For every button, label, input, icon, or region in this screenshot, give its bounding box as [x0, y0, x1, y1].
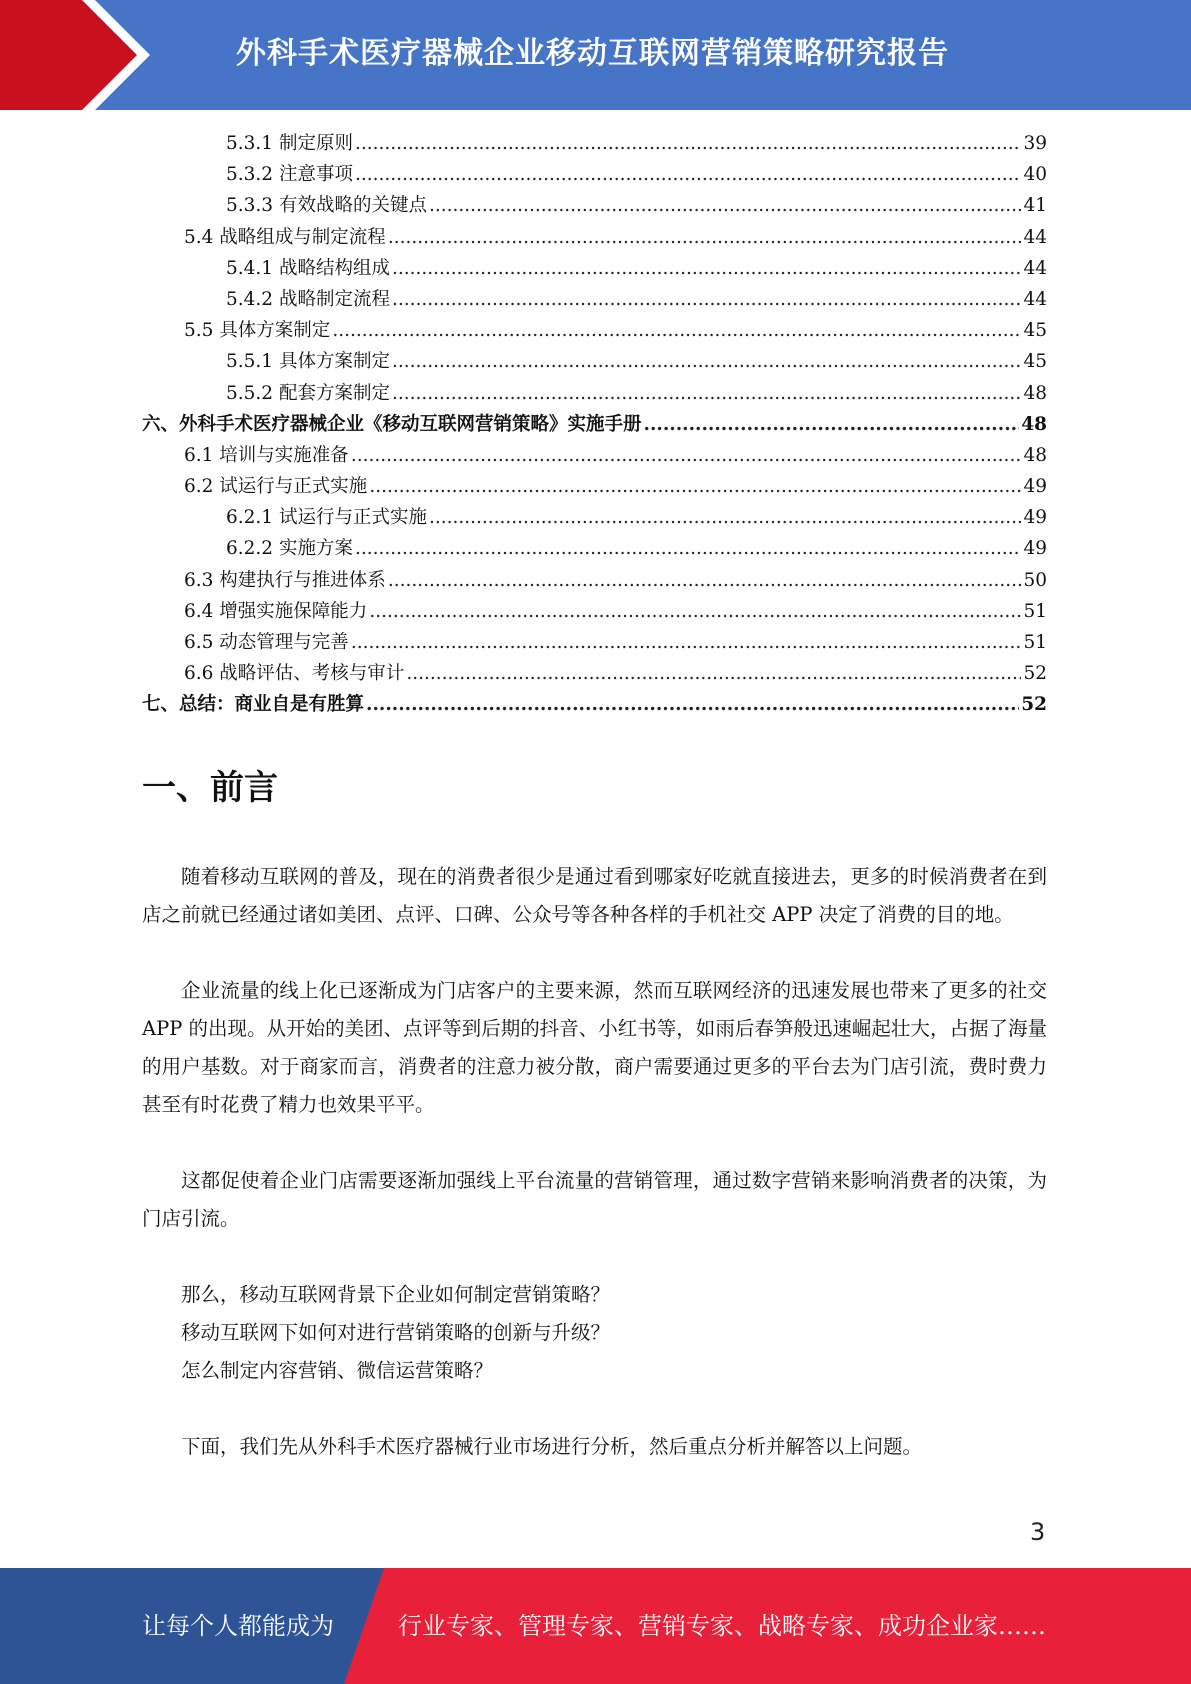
toc-entry[interactable] — [142, 409, 1047, 440]
toc-entry-page: 40 — [1023, 164, 1047, 186]
toc-entry-label: 6.5 动态管理与完善 — [184, 627, 351, 658]
toc-entry-page: 52 — [1023, 663, 1047, 685]
toc-dot-leader — [369, 471, 1021, 502]
paragraph: 随着移动互联网的普及，现在的消费者很少是通过看到哪家好吃就直接进去，更多的时候消费者在到店之前就已经通过诸如美团、点评、口碑、公众号等各种各样的手机社交 APP 决定了消费的目的地。 — [142, 865, 1047, 926]
toc-entry-label: 七、总结：商业自是有胜算 — [142, 689, 366, 720]
toc-entry[interactable] — [142, 596, 1047, 627]
toc-entry-page: 51 — [1023, 632, 1047, 653]
toc-entry[interactable] — [142, 190, 1047, 221]
toc-entry-label: 6.4 增强实施保障能力 — [184, 596, 369, 627]
toc-dot-leader — [644, 409, 1020, 440]
toc-entry-page: 49 — [1023, 476, 1047, 498]
toc-entry[interactable] — [142, 222, 1047, 253]
toc-entry[interactable] — [142, 159, 1047, 190]
paragraph: 这都促使着企业门店需要逐渐加强线上平台流量的营销管理，通过数字营销来影响消费者的决策，为门店引流。 — [142, 1169, 1047, 1230]
toc-entry[interactable] — [142, 378, 1047, 409]
toc-entry[interactable] — [142, 689, 1047, 720]
toc-entry-page: 39 — [1023, 133, 1047, 154]
paragraph: 企业流量的线上化已逐渐成为门店客户的主要来源，然而互联网经济的迅速发展也带来了更多的社交 APP 的出现。从开始的美团、点评等到后期的抖音、小红书等，如雨后春笋般迅速崛起壮大，占据了海量的用户基数。对于商家而言，消费者的注意力被分散，商户需要通过更多的平台去为门店引流，费时费力甚至有时花费了精力也效果平平。 — [142, 979, 1047, 1116]
toc-dot-leader — [392, 378, 1021, 409]
toc-dot-leader — [429, 502, 1021, 533]
toc-entry[interactable] — [142, 471, 1047, 502]
toc-entry-label: 5.5 具体方案制定 — [184, 315, 332, 346]
toc-dot-leader — [392, 253, 1021, 284]
toc-entry-label: 六、外科手术医疗器械企业《移动互联网营销策略》实施手册 — [142, 409, 644, 440]
toc-entry[interactable] — [142, 658, 1047, 689]
toc-dot-leader — [392, 284, 1021, 315]
toc-entry-label: 5.5.1 具体方案制定 — [226, 346, 392, 377]
toc-dot-leader — [388, 565, 1022, 596]
toc-entry-page: 48 — [1023, 382, 1047, 404]
toc-entry-page: 51 — [1023, 600, 1047, 622]
toc-entry-label: 5.3.2 注意事项 — [226, 159, 355, 190]
toc-dot-leader — [355, 533, 1022, 564]
footer-slogan-left: 让每个人都能成为 — [142, 1612, 334, 1640]
toc-dot-leader — [355, 159, 1022, 190]
question-line: 移动互联网下如何对进行营销策略的创新与升级？ — [181, 1321, 611, 1344]
toc-entry-page: 44 — [1023, 288, 1047, 310]
toc-dot-leader — [351, 440, 1022, 471]
footer-slogan-right: 行业专家、管理专家、营销专家、战略专家、成功企业家…… — [398, 1612, 1046, 1640]
toc-entry-label: 6.2.1 试运行与正式实施 — [226, 502, 429, 533]
question-line: 怎么制定内容营销、微信运营策略？ — [181, 1359, 494, 1382]
toc-entry[interactable] — [142, 346, 1047, 377]
closing-paragraph: 下面，我们先从外科手术医疗器械行业市场进行分析，然后重点分析并解答以上问题。 — [181, 1435, 923, 1458]
toc-dot-leader — [351, 627, 1022, 658]
toc-entry-page: 45 — [1023, 320, 1047, 342]
toc-entry-page: 48 — [1021, 413, 1047, 435]
toc-entry[interactable] — [142, 128, 1047, 159]
toc-entry[interactable] — [142, 315, 1047, 346]
question-line: 那么，移动互联网背景下企业如何制定营销策略？ — [181, 1283, 611, 1306]
toc-entry[interactable] — [142, 533, 1047, 564]
toc-entry-label: 6.6 战略评估、考核与审计 — [184, 658, 406, 689]
toc-entry-label: 5.4.2 战略制定流程 — [226, 284, 392, 315]
toc-entry-label: 6.1 培训与实施准备 — [184, 440, 351, 471]
toc-entry[interactable] — [142, 502, 1047, 533]
toc-entry-label: 6.3 构建执行与推进体系 — [184, 565, 388, 596]
toc-dot-leader — [406, 658, 1021, 689]
toc-entry-label: 6.2.2 实施方案 — [226, 533, 355, 564]
toc-entry-page: 48 — [1023, 444, 1047, 466]
toc-dot-leader — [332, 315, 1021, 346]
toc-entry-label: 6.2 试运行与正式实施 — [184, 471, 369, 502]
toc-entry-page: 50 — [1023, 569, 1047, 591]
toc-entry[interactable] — [142, 440, 1047, 471]
toc-entry-label: 5.5.2 配套方案制定 — [226, 378, 392, 409]
page-footer — [0, 1568, 1191, 1684]
toc-entry[interactable] — [142, 284, 1047, 315]
toc-entry-label: 5.3.3 有效战略的关键点 — [226, 190, 429, 221]
header-arrow-decoration — [0, 0, 150, 110]
toc-dot-leader — [429, 190, 1021, 221]
toc-entry-page: 52 — [1021, 694, 1047, 716]
table-of-contents — [142, 128, 1047, 721]
toc-entry-label: 5.3.1 制定原则 — [226, 128, 355, 159]
toc-entry[interactable] — [142, 253, 1047, 284]
toc-dot-leader — [388, 222, 1022, 253]
section-body — [142, 858, 1047, 1466]
toc-dot-leader — [392, 346, 1021, 377]
toc-entry[interactable] — [142, 627, 1047, 658]
toc-entry-label: 5.4 战略组成与制定流程 — [184, 222, 388, 253]
toc-dot-leader — [355, 128, 1022, 159]
toc-entry-page: 49 — [1023, 507, 1047, 529]
toc-dot-leader — [369, 596, 1021, 627]
toc-entry-page: 44 — [1023, 257, 1047, 279]
toc-entry-page: 45 — [1023, 351, 1047, 373]
report-title: 外科手术医疗器械企业移动互联网营销策略研究报告 — [236, 36, 949, 71]
page-number: 3 — [1030, 1518, 1046, 1546]
section-heading: 一、前言 — [142, 768, 278, 808]
toc-entry-page: 41 — [1023, 195, 1047, 217]
page-header — [0, 0, 1191, 110]
toc-dot-leader — [366, 689, 1019, 720]
toc-entry[interactable] — [142, 565, 1047, 596]
toc-entry-page: 49 — [1023, 538, 1047, 560]
toc-entry-page: 44 — [1023, 226, 1047, 248]
toc-entry-label: 5.4.1 战略结构组成 — [226, 253, 392, 284]
